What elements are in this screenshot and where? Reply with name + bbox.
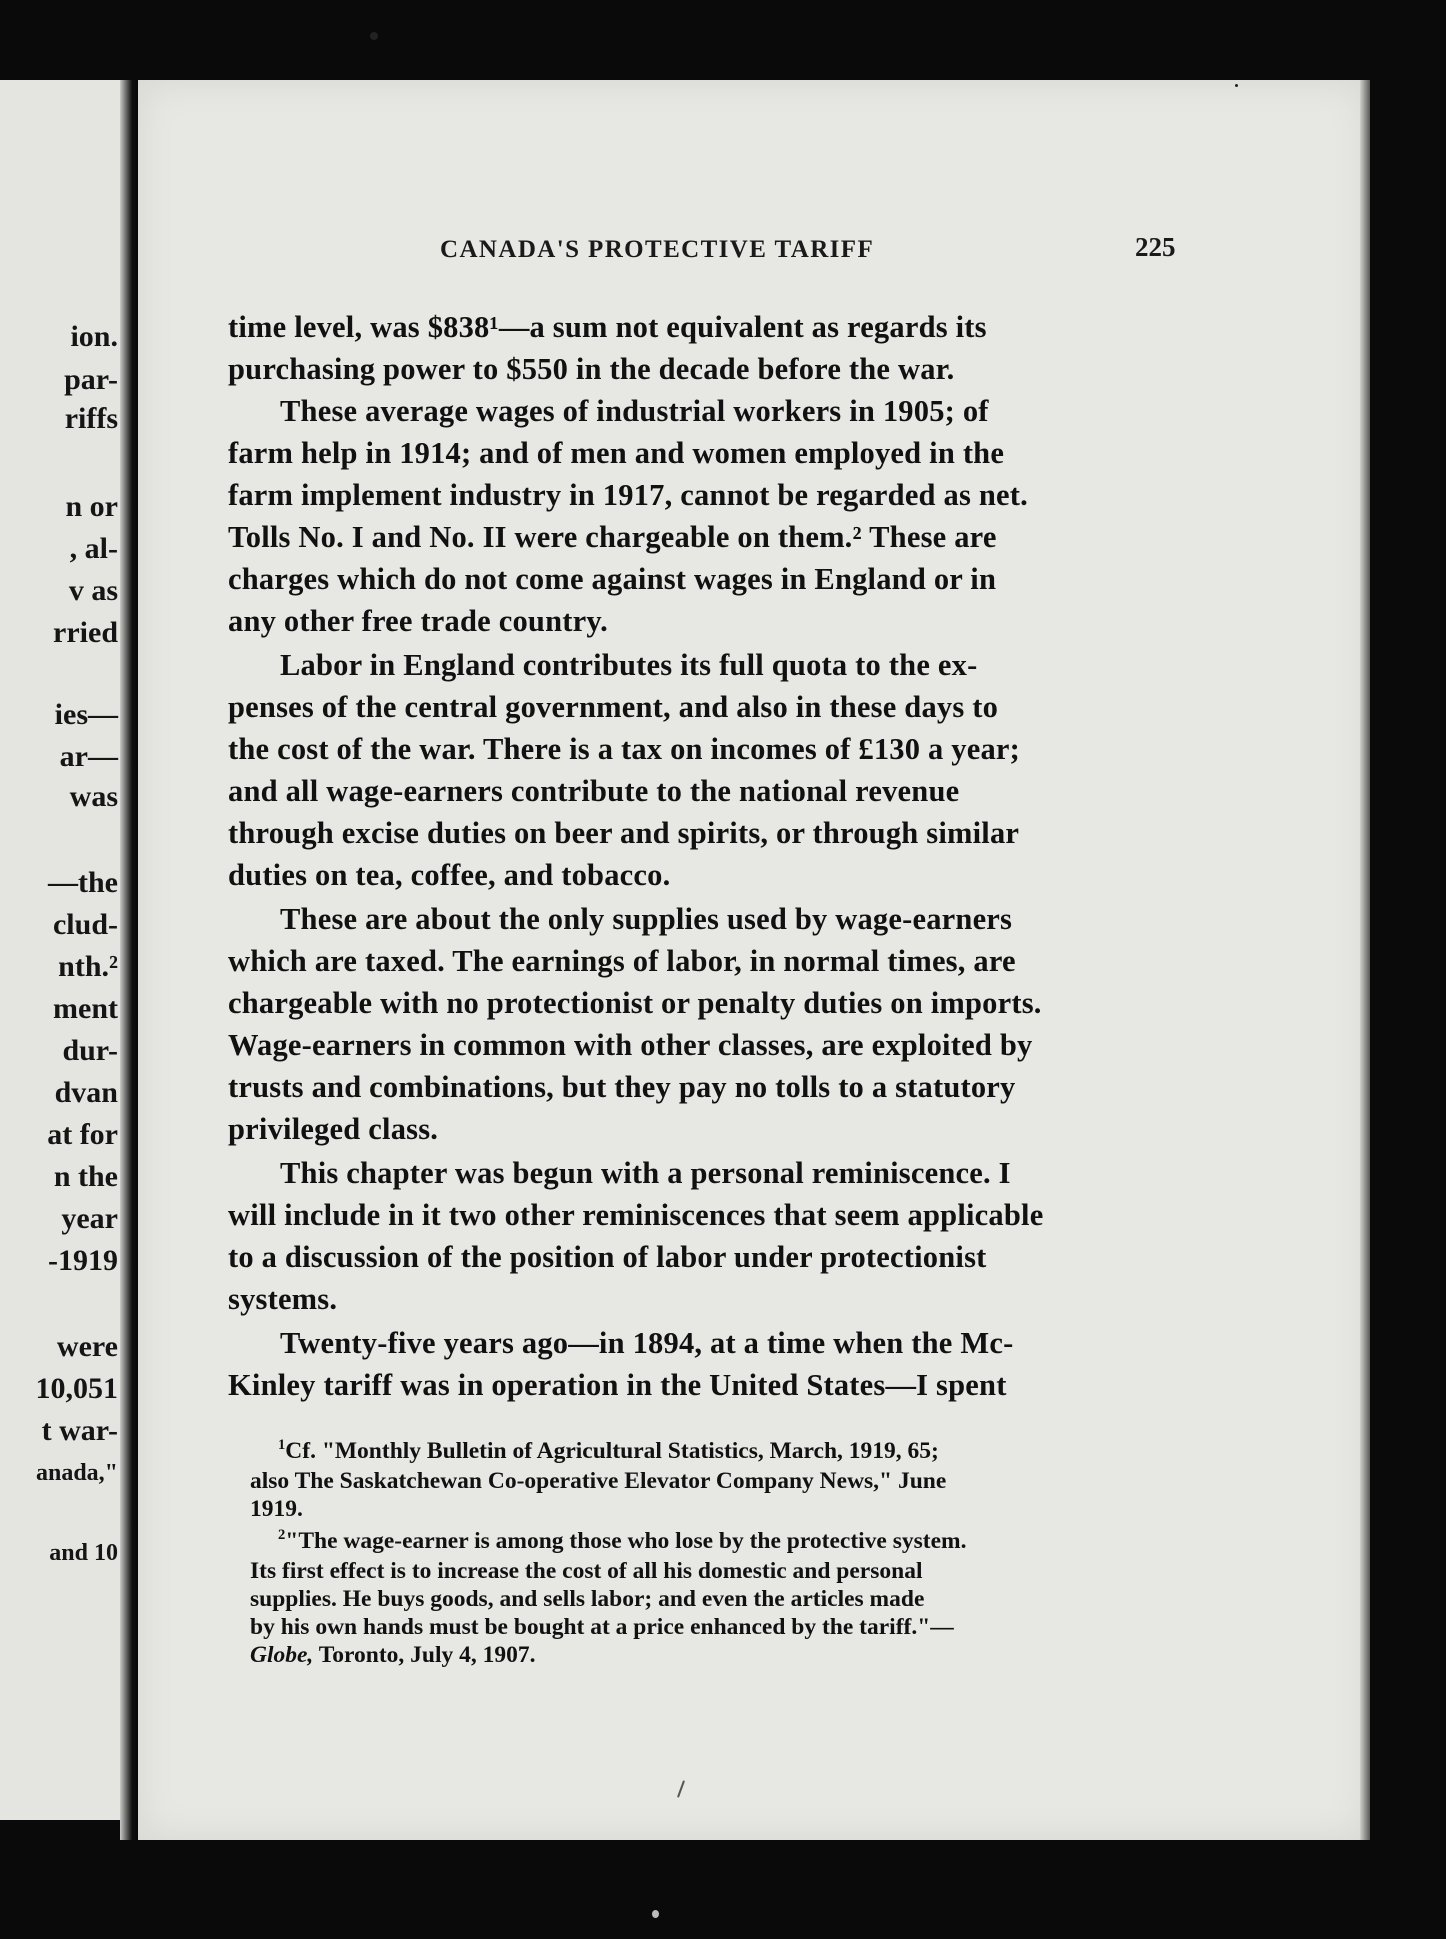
book-gutter <box>120 80 140 1840</box>
left-line: ion. <box>70 320 118 353</box>
scan-speck <box>652 1910 659 1918</box>
left-line: year <box>61 1202 118 1235</box>
left-line: anada," <box>35 1460 118 1486</box>
text-line: farm help in 1914; and of men and women employed in the <box>228 436 1005 470</box>
footnote-2 <box>250 1528 966 1555</box>
running-head: CANADA'S PROTECTIVE TARIFF <box>440 236 875 263</box>
left-line: were <box>56 1330 118 1363</box>
text-line: systems. <box>228 1282 338 1316</box>
page-edge <box>1360 80 1370 1840</box>
footnote-source-rest: Toronto, July 4, 1907. <box>313 1642 536 1668</box>
text-line: These are about the only supplies used by wage-earners <box>280 902 1013 936</box>
left-line: v as <box>68 574 118 607</box>
left-line: and 10 <box>49 1540 118 1566</box>
left-line: clud- <box>52 908 118 941</box>
left-line: t war- <box>41 1414 118 1447</box>
left-line: was <box>69 780 118 813</box>
left-line: at for <box>47 1118 118 1151</box>
left-line: rried <box>53 616 118 649</box>
text-line: Tolls No. I and No. II were chargeable on them.² These are <box>228 520 997 554</box>
footnote-line: 1919. <box>250 1496 303 1522</box>
text-line: Kinley tariff was in operation in the United States—I spent <box>228 1368 1007 1402</box>
left-line: par- <box>64 363 118 396</box>
left-line: ies— <box>54 698 118 731</box>
text-line: duties on tea, coffee, and tobacco. <box>228 858 671 892</box>
footnote-line: by his own hands must be bought at a price enhanced by the tariff."— <box>250 1614 954 1640</box>
footnote-line: also The Saskatchewan Co-operative Elevator Company News," June <box>250 1468 947 1494</box>
text-line: and all wage-earners contribute to the national revenue <box>228 774 960 808</box>
left-line: dur- <box>62 1034 118 1067</box>
footnote-line: supplies. He buys goods, and sells labor; and even the articles made <box>250 1586 925 1612</box>
text-line: Labor in England contributes its full quota to the ex- <box>280 648 978 682</box>
text-line: These average wages of industrial workers in 1905; of <box>280 394 989 428</box>
left-line: ment <box>53 992 118 1025</box>
left-page-fragment <box>0 80 128 1820</box>
footnote-text: "The wage-earner is among those who lose by the protective system. <box>285 1528 967 1554</box>
text-line: which are taxed. The earnings of labor, in normal times, are <box>228 944 1016 978</box>
text-line: purchasing power to $550 in the decade before the war. <box>228 352 955 386</box>
footnote-marker: 2 <box>278 1527 286 1544</box>
left-line: ar— <box>59 740 118 773</box>
text-line: Wage-earners in common with other classes, are exploited by <box>228 1028 1033 1062</box>
footnote-source <box>250 1642 536 1669</box>
left-line: nth.² <box>58 950 118 983</box>
left-line: —the <box>48 866 118 899</box>
text-line: privileged class. <box>228 1112 439 1146</box>
text-line: chargeable with no protectionist or penalty duties on imports. <box>228 986 1042 1020</box>
scan-speck <box>370 32 378 40</box>
left-line: , al- <box>69 532 118 565</box>
left-line: -1919 <box>48 1244 118 1277</box>
text-line: any other free trade country. <box>228 604 608 638</box>
text-line: the cost of the war. There is a tax on incomes of £130 a year; <box>228 732 1021 766</box>
left-line: dvan <box>54 1076 118 1109</box>
text-line: to a discussion of the position of labor under protectionist <box>228 1240 987 1274</box>
left-line: n or <box>65 490 118 523</box>
footnote-text: Cf. "Monthly Bulletin of Agricultural Statistics, March, 1919, 65; <box>285 1438 939 1464</box>
text-line: trusts and combinations, but they pay no tolls to a statutory <box>228 1070 1016 1104</box>
footnote-source-title: Globe, <box>250 1642 314 1668</box>
text-line: This chapter was begun with a personal reminiscence. I <box>280 1156 1011 1190</box>
footnote-marker: 1 <box>278 1437 286 1454</box>
left-line: n the <box>53 1160 118 1193</box>
text-line: charges which do not come against wages in England or in <box>228 562 997 596</box>
scan-speck <box>1235 84 1238 87</box>
text-line: time level, was $838¹—a sum not equivalent as regards its <box>228 310 987 344</box>
text-line: penses of the central government, and also in these days to <box>228 690 999 724</box>
text-line: through excise duties on beer and spirits, or through similar <box>228 816 1020 850</box>
left-line: 10,051 <box>35 1372 118 1405</box>
text-line: will include in it two other reminiscences that seem applicable <box>228 1198 1044 1232</box>
page-number: 225 <box>1135 232 1176 262</box>
text-line: farm implement industry in 1917, cannot be regarded as net. <box>228 478 1028 512</box>
left-line: riffs <box>64 402 118 435</box>
text-line: Twenty-five years ago—in 1894, at a time when the Mc- <box>280 1326 1014 1360</box>
footnote-1 <box>250 1438 939 1465</box>
footnote-line: Its first effect is to increase the cost of all his domestic and personal <box>250 1558 923 1584</box>
